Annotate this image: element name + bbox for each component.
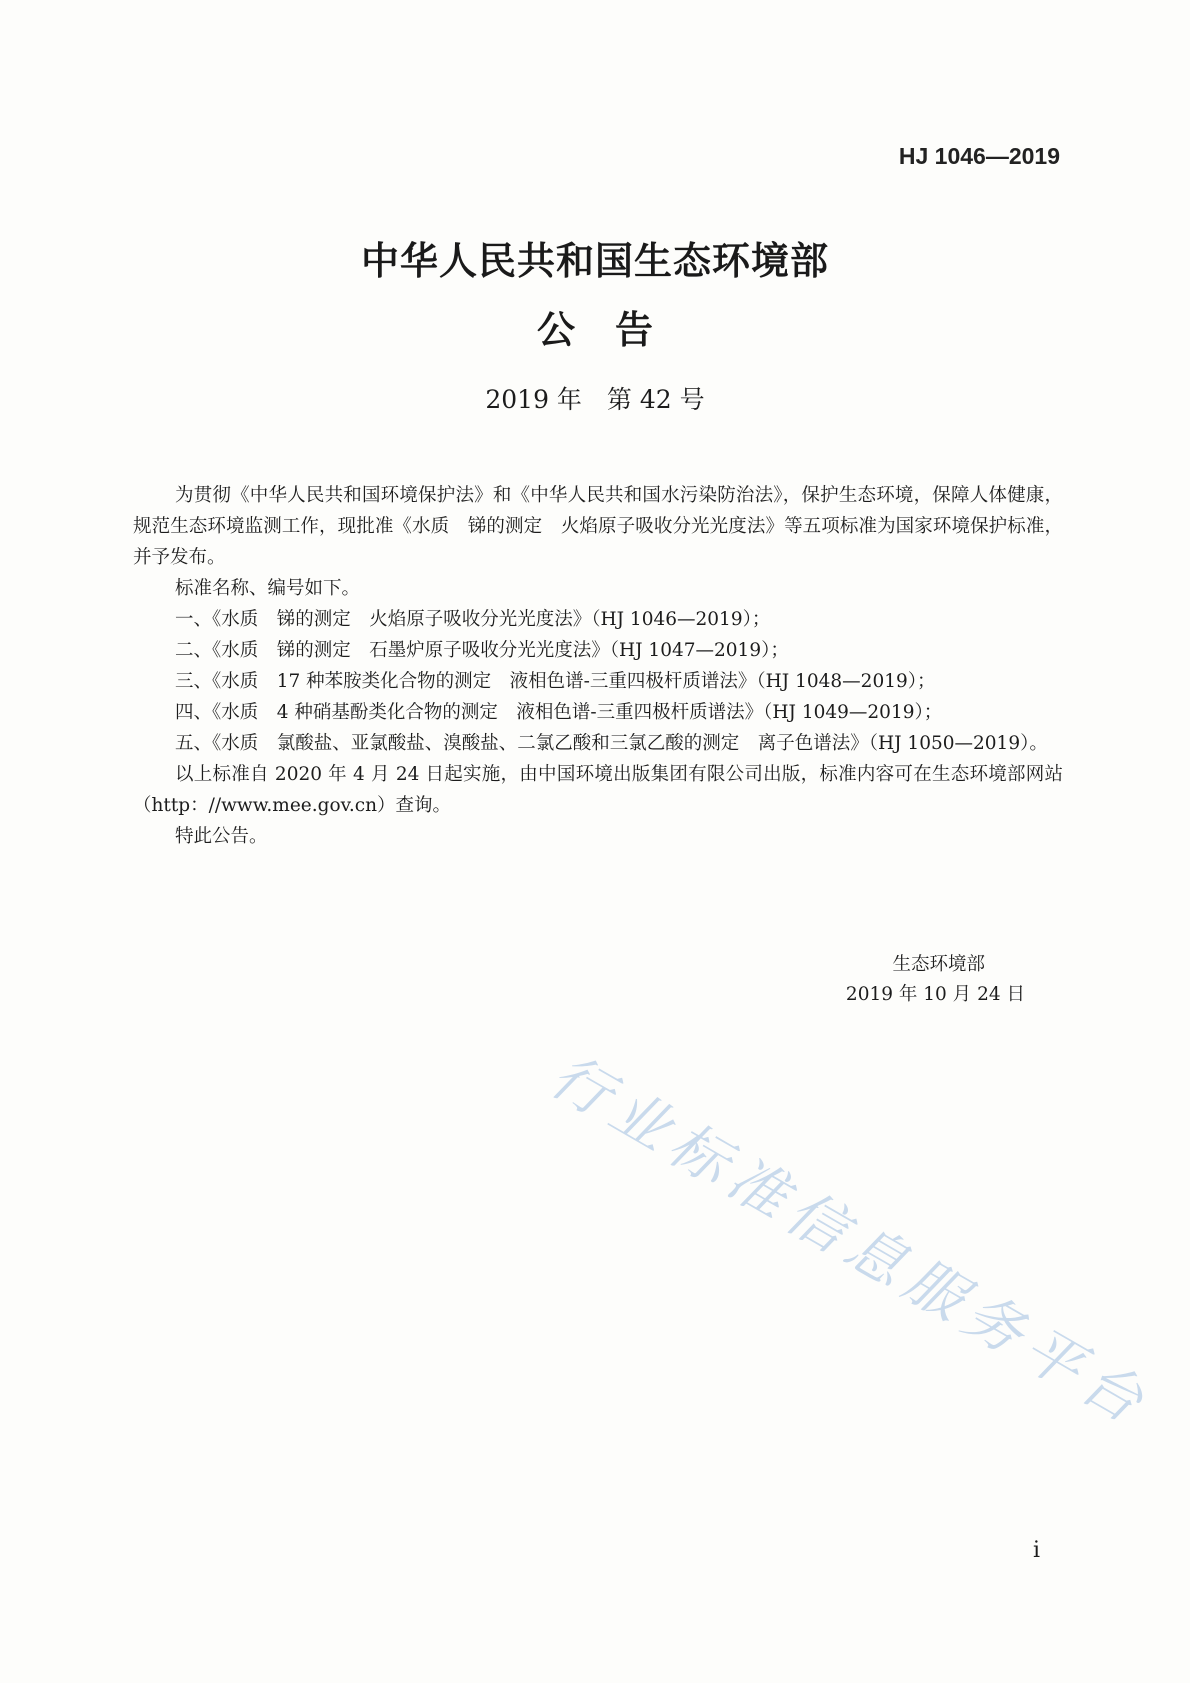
- signature-date: 2019 年 10 月 24 日: [845, 984, 1025, 1005]
- standard-item-4: 四、《水质 4 种硝基酚类化合物的测定 液相色谱-三重四极杆质谱法》（HJ 1049—2019）；: [175, 702, 943, 723]
- page-number: i: [1033, 1538, 1041, 1563]
- title-block: [0, 230, 1190, 354]
- announcement-title: 公告: [536, 307, 693, 352]
- signature-organization: 生态环境部: [892, 954, 985, 975]
- issuing-authority-title: 中华人民共和国生态环境部: [360, 238, 829, 283]
- list-intro: 标准名称、编号如下。: [175, 578, 361, 599]
- implementation-paragraph: 以上标准自 2020 年 4 月 24 日起实施，由中国环境出版集团有限公司出版，标准内容可在生态环境部网站（http：//www.mee.gov.cn）查询。: [133, 764, 1063, 816]
- standard-code: HJ 1046—2019: [898, 143, 1060, 169]
- closing-line: 特此公告。: [175, 826, 268, 847]
- standard-item-5: 五、《水质 氯酸盐、亚氯酸盐、溴酸盐、二氯乙酸和三氯乙酸的测定 离子色谱法》（HJ 1050—2019）。: [175, 733, 1048, 754]
- standard-item-2: 二、《水质 锑的测定 石墨炉原子吸收分光光度法》（HJ 1047—2019）；: [175, 640, 789, 661]
- standard-item-3: 三、《水质 17 种苯胺类化合物的测定 液相色谱-三重四极杆质谱法》（HJ 1048—2019）；: [175, 671, 936, 692]
- announcement-number: 2019 年 第 42 号: [485, 385, 705, 414]
- standard-item-1: 一、《水质 锑的测定 火焰原子吸收分光光度法》（HJ 1046—2019）；: [175, 609, 771, 630]
- announcement-body: [133, 480, 1063, 852]
- intro-paragraph: 为贯彻《中华人民共和国环境保护法》和《中华人民共和国水污染防治法》，保护生态环境，保障人体健康，规范生态环境监测工作，现批准《水质 锑的测定 火焰原子吸收分光光度法》等五项标准为国家环境保护标准，并予发布。: [133, 485, 1063, 568]
- watermark: 行业标准信息服务平台: [539, 1041, 1163, 1441]
